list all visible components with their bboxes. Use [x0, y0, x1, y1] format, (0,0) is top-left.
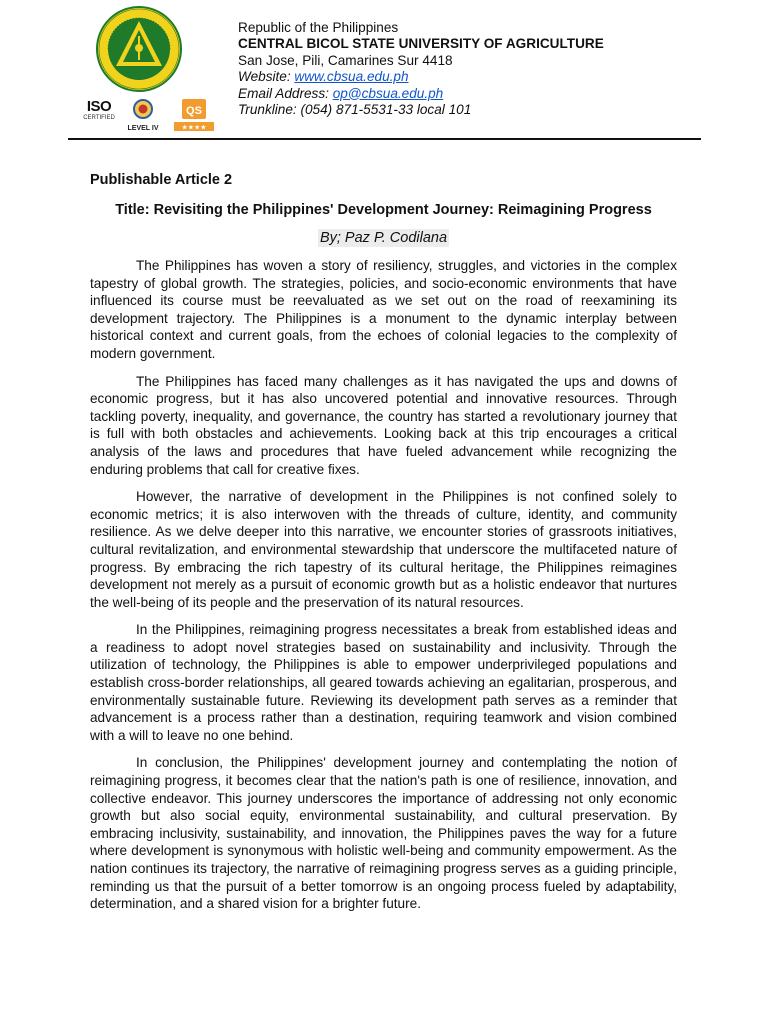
accreditation-badges [82, 99, 222, 133]
qs-stars-icon: ★★★★ [181, 123, 207, 131]
qs-text: QS [186, 105, 202, 117]
university-name: CENTRAL BICOL STATE UNIVERSITY OF AGRICULTURE [238, 36, 604, 52]
paragraph: The Philippines has woven a story of resiliency, struggles, and victories in the complex tapestry of global growth. The strategies, policies, and socio-economic environments that have influenced its course must be reevaluated as we set out on the road of reexamining its development trajectory. The Philippines is a monument to the dynamic interplay between historical context and current goals, from the echoes of colonial legacies to the complexity of modern government. [90, 258, 677, 361]
address-line: San Jose, Pili, Camarines Sur 4418 [238, 52, 453, 68]
qs-stars-badge [174, 99, 214, 131]
iso-badge: ISO CERTIFIED [83, 98, 115, 121]
website-line: Website: www.cbsua.edu.ph [238, 69, 409, 85]
article [90, 172, 677, 923]
paragraph: The Philippines has faced many challenges as it has navigated the ups and downs of economic progress, but it has also uncovered potential and innovative resources. Through tackling poverty, inequality, and governance, the country has started a revolutionary journey that is full with both obstacles and achievements. Looking back at this trip encourages a critical analysis of the laws and procedures that have fueled advancement while recognizing the enduring problems that call for creative fixes. [90, 373, 677, 477]
article-label: Publishable Article 2 [90, 172, 233, 188]
country-line: Republic of the Philippines [238, 20, 399, 35]
letterhead [0, 0, 768, 140]
university-contact-block [238, 20, 604, 118]
paragraph: In conclusion, the Philippines' development journey and contemplating the notion of reimagining progress, it becomes clear that the nation's path is one of resilience, innovation, and collective endeavor. This journey underscores the importance of addressing not only economic growth but also social equity, environmental sustainability, and cultural preservation. By embracing inclusivity, sustainability, and innovation, the Philippines paves the way for a future where development is synonymous with holistic well-being and community empowerment. As the nation continues its trajectory, the narrative of reimagining progress serves as a guiding principle, reminding us that the pursuit of a better tomorrow is an ongoing process fueled by adaptability, determination, and a shared vision for a brighter future. [90, 755, 677, 912]
trunkline: Trunkline: (054) 871-5531-33 local 101 [238, 102, 472, 118]
email-link[interactable]: op@cbsua.edu.ph [332, 85, 444, 101]
paragraph: In the Philippines, reimagining progress necessitates a break from established ideas and a readiness to adopt novel strategies based on sustainability and inclusivity. Through the utilization of technology, the Philippines is able to empower underprivileged populations and establish cross-border relationships, all geared towards achieving an egalitarian, prosperous, and environmentally sustainable future. Reviewing its development path serves as a reminder that advancement is a process rather than a destination, requiring teamwork and vision combined with a will to leave no one behind. [90, 622, 677, 743]
accreditation-emblem-icon [132, 99, 154, 119]
paragraph: However, the narrative of development in the Philippines is not confined solely to economic metrics; it is also interwoven with the threads of culture, identity, and community resilience. As we delve deeper into this narrative, we encounter stories of grassroots initiatives, cultural revitalization, and environmental stewardship that underscore the multifaceted nature of progress. By embracing the rich tapestry of its cultural heritage, the Philippines reimagines development not merely as a pursuit of economic growth but as a holistic endeavor that nurtures the well-being of its people and the preservation of its natural resources. [90, 489, 677, 610]
header-divider [68, 138, 701, 140]
article-byline: By; Paz P. Codilana [319, 230, 448, 246]
university-seal-logo [96, 6, 182, 92]
level-iv-badge: LEVEL IV [124, 99, 162, 133]
article-body [90, 257, 677, 913]
email-line: Email Address: op@cbsua.edu.ph [238, 85, 444, 101]
article-title: Title: Revisiting the Philippines' Development Journey: Reimagining Progress [115, 202, 652, 218]
website-link[interactable]: www.cbsua.edu.ph [294, 69, 409, 85]
